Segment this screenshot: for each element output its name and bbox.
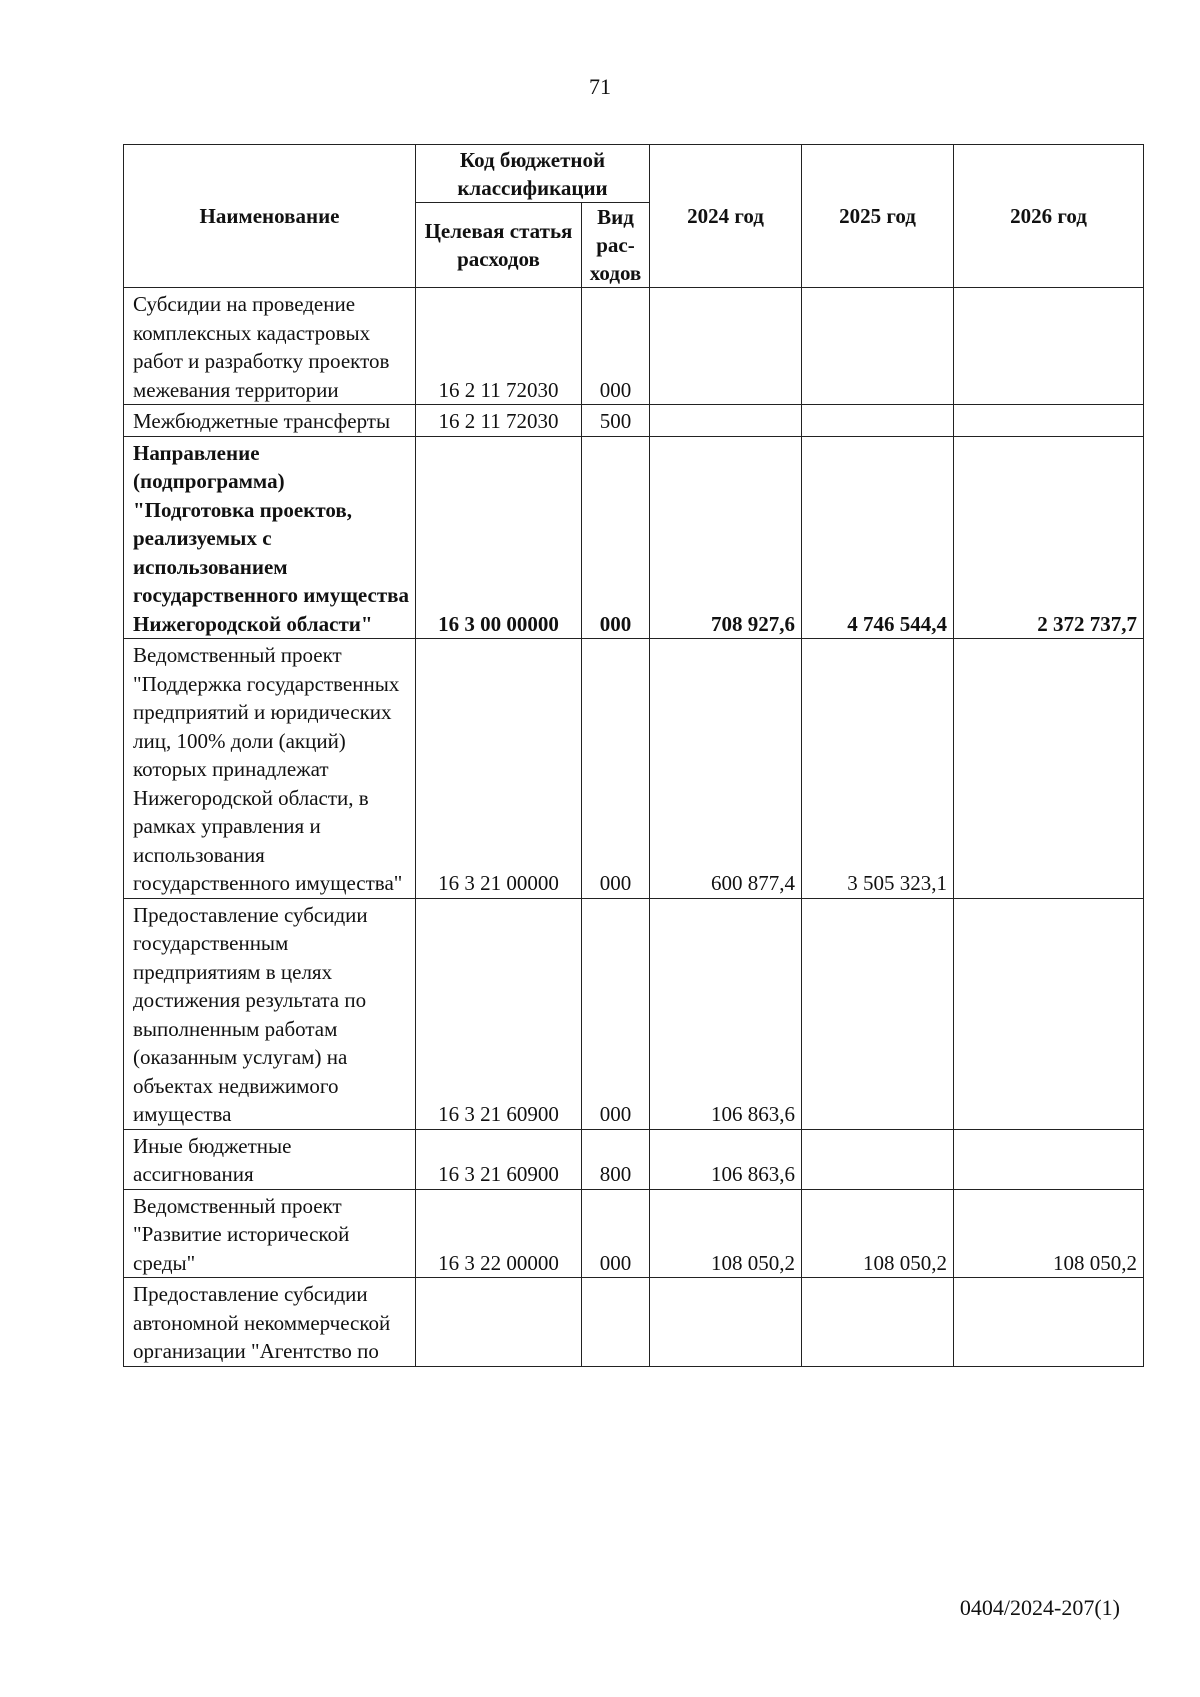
row-2025: [802, 898, 954, 1129]
row-2024: 600 877,4: [650, 639, 802, 899]
row-2026: [954, 1129, 1144, 1189]
row-2024: 108 050,2: [650, 1189, 802, 1278]
header-target-article: Целевая статья расходов: [416, 203, 582, 288]
row-2025: [802, 288, 954, 405]
document-number: 0404/2024-207(1): [959, 1595, 1120, 1620]
budget-table: [123, 144, 1144, 1367]
row-2025: [802, 405, 954, 437]
header-budget-code-group: Код бюджетной классификации: [416, 145, 650, 203]
row-expense-type: 800: [582, 1129, 650, 1189]
row-name: Субсидии на проведение комплексных кадастровых работ и разработку проектов межевания территории: [124, 288, 416, 405]
row-expense-type: 000: [582, 639, 650, 899]
row-target-article: 16 2 11 72030: [416, 405, 582, 437]
header-expense-type: Вид рас-ходов: [582, 203, 650, 288]
row-target-article: 16 3 00 00000: [416, 436, 582, 639]
table-row: [124, 405, 1144, 437]
table-row: [124, 1278, 1144, 1367]
row-2024: 106 863,6: [650, 898, 802, 1129]
row-expense-type: 000: [582, 436, 650, 639]
row-2025: 4 746 544,4: [802, 436, 954, 639]
row-name: Ведомственный проект "Поддержка государственных предприятий и юридических лиц, 100% доли (акций) которых принадлежат Нижегородской области, в рамках управления и использования государственного имущества": [124, 639, 416, 899]
row-2026: [954, 288, 1144, 405]
row-2024: [650, 1278, 802, 1367]
row-2026: [954, 1278, 1144, 1367]
row-name: Предоставление субсидии государственным предприятиям в целях достижения результата по выполненным работам (оказанным услугам) на объектах недвижимого имущества: [124, 898, 416, 1129]
row-2025: [802, 1278, 954, 1367]
row-2024: 708 927,6: [650, 436, 802, 639]
row-name: Направление (подпрограмма) "Подготовка проектов, реализуемых с использованием государственного имущества Нижегородской области": [124, 436, 416, 639]
header-2024: 2024 год: [650, 145, 802, 288]
row-expense-type: [582, 1278, 650, 1367]
row-2024: 106 863,6: [650, 1129, 802, 1189]
table-row: [124, 288, 1144, 405]
table-row: [124, 1189, 1144, 1278]
row-expense-type: 000: [582, 898, 650, 1129]
row-2025: 108 050,2: [802, 1189, 954, 1278]
row-name: Межбюджетные трансферты: [124, 405, 416, 437]
row-2026: [954, 405, 1144, 437]
row-target-article: 16 3 21 60900: [416, 898, 582, 1129]
row-expense-type: 000: [582, 288, 650, 405]
row-expense-type: 500: [582, 405, 650, 437]
row-target-article: 16 3 22 00000: [416, 1189, 582, 1278]
row-2026: [954, 898, 1144, 1129]
row-name: Ведомственный проект "Развитие исторической среды": [124, 1189, 416, 1278]
row-2026: 108 050,2: [954, 1189, 1144, 1278]
header-2026: 2026 год: [954, 145, 1144, 288]
row-name: Предоставление субсидии автономной некоммерческой организации "Агентство по: [124, 1278, 416, 1367]
row-2025: 3 505 323,1: [802, 639, 954, 899]
row-target-article: 16 3 21 00000: [416, 639, 582, 899]
page-number: 71: [589, 74, 611, 99]
row-2026: [954, 639, 1144, 899]
row-2024: [650, 405, 802, 437]
row-target-article: [416, 1278, 582, 1367]
table-row: [124, 639, 1144, 899]
row-2024: [650, 288, 802, 405]
header-name: Наименование: [124, 145, 416, 288]
table-row: [124, 898, 1144, 1129]
header-2025: 2025 год: [802, 145, 954, 288]
row-name: Иные бюджетные ассигнования: [124, 1129, 416, 1189]
row-target-article: 16 3 21 60900: [416, 1129, 582, 1189]
table-row: [124, 436, 1144, 639]
row-target-article: 16 2 11 72030: [416, 288, 582, 405]
row-expense-type: 000: [582, 1189, 650, 1278]
row-2026: 2 372 737,7: [954, 436, 1144, 639]
table-row: [124, 1129, 1144, 1189]
row-2025: [802, 1129, 954, 1189]
